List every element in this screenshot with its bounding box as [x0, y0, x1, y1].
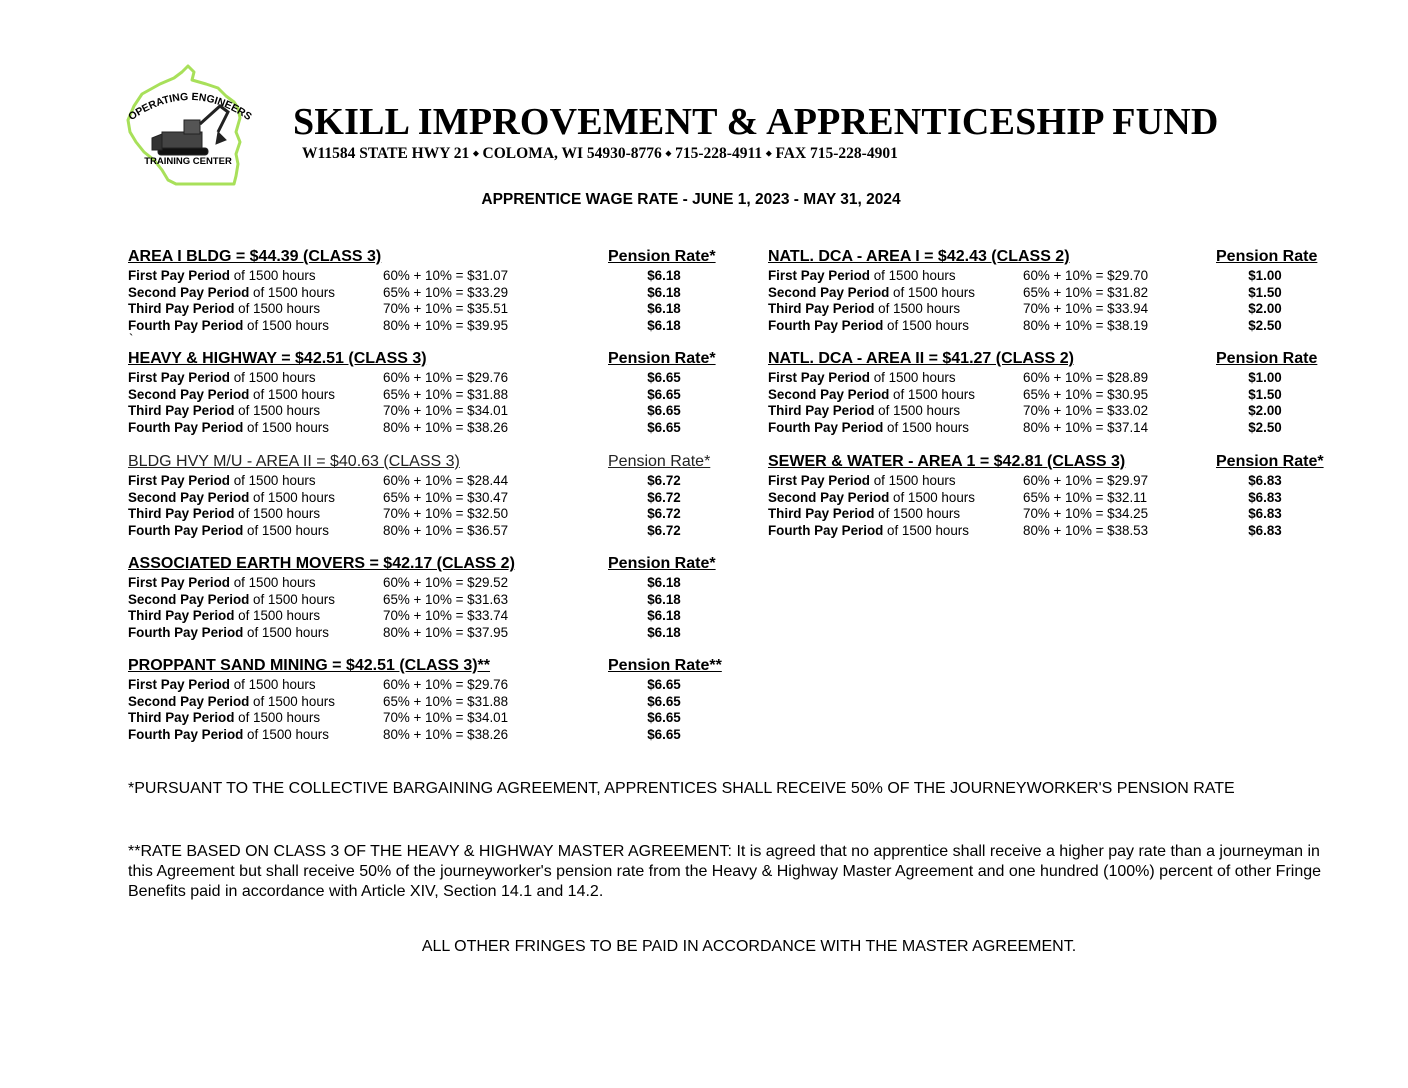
table-row [128, 387, 748, 404]
table-row [128, 490, 748, 507]
pension-value: $6.65 [647, 726, 681, 742]
pension-value: $6.18 [647, 268, 681, 283]
pension-rate-label: Pension Rate* [1216, 453, 1324, 470]
document-title-text: APPRENTICE WAGE RATE - JUNE 1, 2023 - MAY 31, 2024 [481, 191, 901, 208]
pay-period: Fourth Pay Period of 1500 hours [128, 624, 329, 640]
table-row [128, 285, 748, 302]
wage-formula: 70% + 10% = $32.50 [383, 506, 509, 521]
pay-period: Fourth Pay Period of 1500 hours [128, 522, 329, 538]
pay-period: Third Pay Period of 1500 hours [768, 403, 961, 418]
rate-section-natl-dca-area-i [768, 248, 1388, 334]
pay-period: Third Pay Period of 1500 hours [128, 403, 321, 418]
section-header [128, 248, 748, 268]
wage-formula: 80% + 10% = $38.53 [1023, 522, 1149, 538]
table-row [128, 301, 748, 318]
pay-period: Second Pay Period of 1500 hours [128, 693, 335, 709]
svg-text:OPERATING ENGINEERS [126, 91, 254, 123]
section-header [768, 453, 1388, 473]
pension-value: $6.18 [647, 284, 681, 300]
wage-formula: 80% + 10% = $38.19 [1023, 317, 1149, 333]
section-header [128, 453, 748, 473]
pay-period: Fourth Pay Period of 1500 hours [128, 317, 329, 333]
pension-footnote: *PURSUANT TO THE COLLECTIVE BARGAINING AGREEMENT, APPRENTICES SHALL RECEIVE 50% OF THE JOURNEYWORKER'S PENSION RATE [128, 780, 1235, 797]
wage-formula: 80% + 10% = $37.95 [383, 624, 509, 640]
pension-value: $6.83 [1248, 489, 1282, 505]
wage-formula: 80% + 10% = $38.26 [383, 419, 509, 435]
wage-formula: 70% + 10% = $33.74 [383, 608, 509, 623]
section-header [128, 555, 748, 575]
pay-period: Fourth Pay Period of 1500 hours [768, 522, 969, 538]
pension-value: $6.83 [1248, 473, 1282, 488]
pay-period: Fourth Pay Period of 1500 hours [768, 419, 969, 435]
pension-value: $6.72 [647, 506, 681, 521]
pension-value: $6.18 [647, 624, 681, 640]
table-row [128, 318, 748, 335]
pension-rate-label: Pension Rate [1216, 248, 1318, 265]
pension-value: $6.18 [647, 301, 681, 316]
pension-value: $6.83 [1248, 522, 1282, 538]
pension-value: $2.00 [1248, 403, 1282, 418]
stray-mark: ` [129, 331, 134, 346]
section-header [768, 350, 1388, 370]
pay-period: Second Pay Period of 1500 hours [768, 284, 975, 300]
table-row [128, 506, 748, 523]
pension-value: $2.50 [1248, 419, 1282, 435]
wage-formula: 70% + 10% = $34.01 [383, 710, 509, 725]
pension-rate-label: Pension Rate** [608, 657, 722, 674]
table-row [768, 268, 1388, 285]
wage-formula: 60% + 10% = $29.76 [383, 677, 509, 692]
table-row [768, 473, 1388, 490]
wage-formula: 60% + 10% = $29.97 [1023, 473, 1149, 488]
section-title: SEWER & WATER - AREA 1 = $42.81 (CLASS 3) [768, 453, 1126, 470]
pay-period: Second Pay Period of 1500 hours [128, 489, 335, 505]
pension-rate-label: Pension Rate* [608, 248, 716, 265]
pay-period: Third Pay Period of 1500 hours [768, 301, 961, 316]
wage-formula: 70% + 10% = $34.01 [383, 403, 509, 418]
fringes-note [0, 938, 1408, 956]
wage-formula: 70% + 10% = $33.94 [1023, 301, 1149, 316]
pay-period: Fourth Pay Period of 1500 hours [768, 317, 969, 333]
rate-footnote-body: : It is agreed that no apprentice shall receive a higher pay rate than a journeyman in this Agreement but shall receive 50% of the journeyworker's pension rate from the Heavy & Highway Master Agreement and one hundred (100%) percent of other Fringe Benefits paid in accordance with Article XIV, Section 14.1 and 14.2. [128, 843, 1322, 900]
pay-period: First Pay Period of 1500 hours [128, 575, 316, 590]
pension-value: $6.18 [647, 575, 681, 590]
pension-value: $6.72 [647, 489, 681, 505]
pension-value: $6.83 [1248, 506, 1282, 521]
rate-section-natl-dca-area-ii [768, 350, 1388, 436]
pension-value: $6.65 [647, 677, 681, 692]
wage-formula: 80% + 10% = $36.57 [383, 522, 509, 538]
pension-value: $6.65 [647, 693, 681, 709]
section-title: BLDG HVY M/U - AREA II = $40.63 (CLASS 3) [128, 453, 460, 470]
rate-section-sewer-water [768, 453, 1388, 539]
rate-section-heavy-highway [128, 350, 748, 436]
wage-formula: 65% + 10% = $30.47 [383, 489, 509, 505]
pay-period: Third Pay Period of 1500 hours [128, 608, 321, 623]
pay-period: First Pay Period of 1500 hours [768, 473, 956, 488]
table-row [128, 710, 748, 727]
pension-value: $6.65 [647, 370, 681, 385]
wage-formula: 80% + 10% = $39.95 [383, 317, 509, 333]
table-row [128, 677, 748, 694]
table-row [768, 523, 1388, 540]
section-title: AREA I BLDG = $44.39 (CLASS 3) [128, 248, 382, 265]
rate-section-area-i-bldg [128, 248, 748, 334]
table-row [768, 490, 1388, 507]
pension-value: $1.50 [1248, 386, 1282, 402]
pay-period: Third Pay Period of 1500 hours [128, 710, 321, 725]
table-row [768, 301, 1388, 318]
table-row [768, 506, 1388, 523]
table-row [768, 420, 1388, 437]
wage-formula: 65% + 10% = $31.82 [1023, 284, 1149, 300]
pension-value: $2.50 [1248, 317, 1282, 333]
pay-period: Third Pay Period of 1500 hours [128, 301, 321, 316]
wage-formula: 65% + 10% = $31.88 [383, 386, 509, 402]
pension-value: $6.65 [647, 710, 681, 725]
pay-period: Third Pay Period of 1500 hours [128, 506, 321, 521]
logo-bottom-text: TRAINING CENTER [144, 156, 232, 167]
pay-period: First Pay Period of 1500 hours [128, 677, 316, 692]
wage-formula: 70% + 10% = $33.02 [1023, 403, 1149, 418]
table-row [128, 523, 748, 540]
table-row [128, 727, 748, 744]
table-row [128, 473, 748, 490]
pay-period: First Pay Period of 1500 hours [768, 268, 956, 283]
logo-top-text: OPERATING ENGINEERS [126, 90, 254, 124]
table-row [128, 268, 748, 285]
pension-value: $6.65 [647, 386, 681, 402]
table-row [128, 694, 748, 711]
wage-formula: 65% + 10% = $31.63 [383, 591, 509, 607]
section-header [768, 248, 1388, 268]
pension-value: $6.72 [647, 522, 681, 538]
pay-period: First Pay Period of 1500 hours [768, 370, 956, 385]
wage-formula: 65% + 10% = $32.11 [1023, 489, 1148, 505]
pay-period: First Pay Period of 1500 hours [128, 268, 316, 283]
pay-period: Fourth Pay Period of 1500 hours [128, 726, 329, 742]
wage-formula: 60% + 10% = $31.07 [383, 268, 509, 283]
section-title: ASSOCIATED EARTH MOVERS = $42.17 (CLASS 2) [128, 555, 515, 572]
pension-value: $1.00 [1248, 268, 1282, 283]
pay-period: Second Pay Period of 1500 hours [768, 386, 975, 402]
pension-rate-label: Pension Rate* [608, 555, 716, 572]
org-title: SKILL IMPROVEMENT & APPRENTICESHIP FUND [293, 101, 1219, 143]
pension-value: $6.65 [647, 403, 681, 418]
pension-value: $1.00 [1248, 370, 1282, 385]
table-row [128, 370, 748, 387]
pension-value: $6.72 [647, 473, 681, 488]
pay-period: Second Pay Period of 1500 hours [128, 386, 335, 402]
rate-section-bldg-hvy-mu [128, 453, 748, 539]
pension-value: $6.18 [647, 591, 681, 607]
pay-period: Second Pay Period of 1500 hours [768, 489, 975, 505]
section-title: HEAVY & HIGHWAY = $42.51 (CLASS 3) [128, 350, 427, 367]
pay-period: First Pay Period of 1500 hours [128, 473, 316, 488]
table-row [128, 575, 748, 592]
table-row [768, 285, 1388, 302]
pay-period: Second Pay Period of 1500 hours [128, 284, 335, 300]
pay-period: Second Pay Period of 1500 hours [128, 591, 335, 607]
section-title: PROPPANT SAND MINING = $42.51 (CLASS 3)** [128, 657, 491, 674]
org-address: W11584 STATE HWY 21 ⬩ COLOMA, WI 54930-8776 ⬩ 715-228-4911 ⬩ FAX 715-228-4901 [302, 145, 898, 162]
wage-formula: 60% + 10% = $29.70 [1023, 268, 1149, 283]
wage-formula: 65% + 10% = $31.88 [383, 693, 509, 709]
table-row [768, 318, 1388, 335]
pension-value: $6.18 [647, 608, 681, 623]
table-row [128, 592, 748, 609]
fringes-note-text: ALL OTHER FRINGES TO BE PAID IN ACCORDANCE WITH THE MASTER AGREEMENT. [421, 938, 1077, 955]
rate-footnote-lead: **RATE BASED ON CLASS 3 OF THE HEAVY & HIGHWAY MASTER AGREEMENT [128, 843, 728, 860]
wage-formula: 60% + 10% = $29.76 [383, 370, 509, 385]
pension-rate-label: Pension Rate* [608, 350, 716, 367]
pay-period: Third Pay Period of 1500 hours [768, 506, 961, 521]
wage-formula: 70% + 10% = $35.51 [383, 301, 509, 316]
excavator-icon [152, 106, 228, 155]
pay-period: Fourth Pay Period of 1500 hours [128, 419, 329, 435]
table-row [768, 403, 1388, 420]
pension-value: $6.18 [647, 317, 681, 333]
wage-formula: 80% + 10% = $37.14 [1023, 419, 1149, 435]
wage-formula: 60% + 10% = $28.44 [383, 473, 509, 488]
document-title [0, 191, 1408, 209]
table-row [128, 420, 748, 437]
table-row [768, 387, 1388, 404]
pension-value: $6.65 [647, 419, 681, 435]
table-row [128, 625, 748, 642]
pay-period: First Pay Period of 1500 hours [128, 370, 316, 385]
training-center-logo [122, 62, 258, 192]
section-title: NATL. DCA - AREA II = $41.27 (CLASS 2) [768, 350, 1074, 367]
table-row [768, 370, 1388, 387]
wage-formula: 65% + 10% = $30.95 [1023, 386, 1149, 402]
section-title: NATL. DCA - AREA I = $42.43 (CLASS 2) [768, 248, 1070, 265]
section-header [128, 350, 748, 370]
table-row [128, 403, 748, 420]
pension-rate-label: Pension Rate [1216, 350, 1318, 367]
wage-formula: 70% + 10% = $34.25 [1023, 506, 1149, 521]
wage-formula: 60% + 10% = $29.52 [383, 575, 509, 590]
pension-rate-label: Pension Rate* [608, 453, 711, 470]
table-row [128, 608, 748, 625]
pension-value: $1.50 [1248, 284, 1282, 300]
rate-section-proppant-sand [128, 657, 748, 743]
wage-formula: 60% + 10% = $28.89 [1023, 370, 1149, 385]
pension-value: $2.00 [1248, 301, 1282, 316]
rate-section-earth-movers [128, 555, 748, 641]
wage-formula: 65% + 10% = $33.29 [383, 284, 509, 300]
wage-formula: 80% + 10% = $38.26 [383, 726, 509, 742]
section-header [128, 657, 748, 677]
rate-footnote [128, 842, 1328, 902]
